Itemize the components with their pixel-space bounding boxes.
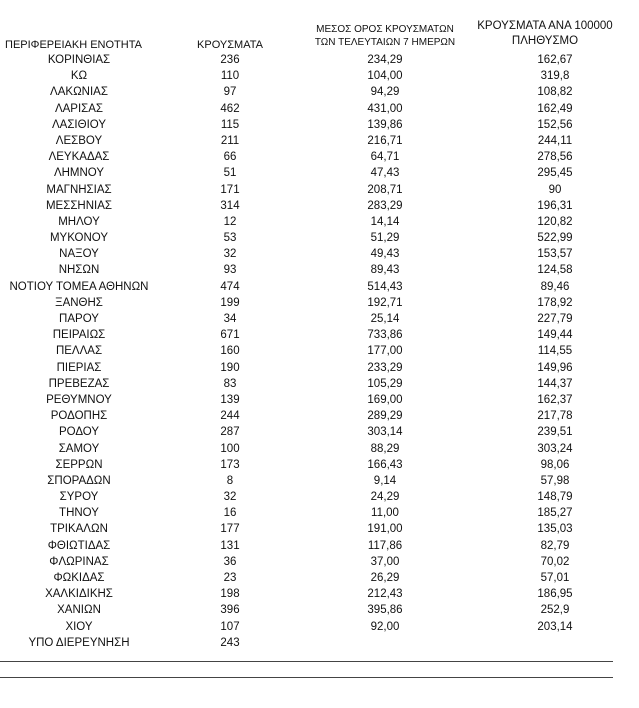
per-capita-cell: 82,79	[540, 539, 570, 552]
table-row	[0, 101, 639, 117]
cases-cell: 462	[220, 102, 240, 115]
table-row	[0, 360, 639, 376]
avg-cell: 94,29	[370, 86, 400, 99]
per-capita-cell: 239,51	[537, 426, 573, 439]
header-per-line2: ΠΛΗΘΥΣΜΟ	[511, 35, 579, 47]
region-cell: ΠΡΕΒΕΖΑΣ	[48, 377, 110, 390]
cases-cell: 396	[220, 604, 240, 617]
table-row	[0, 327, 639, 343]
avg-cell: 169,00	[367, 393, 403, 406]
cases-cell: 8	[226, 474, 234, 487]
per-capita-cell: 217,78	[537, 410, 573, 423]
per-capita-cell: 124,58	[537, 264, 573, 277]
table-row	[0, 117, 639, 133]
region-cell: ΣΕΡΡΩΝ	[55, 458, 103, 471]
region-cell: ΡΕΘΥΜΝΟΥ	[46, 393, 112, 406]
per-capita-cell: 108,82	[537, 86, 573, 99]
avg-cell: 92,00	[370, 620, 400, 633]
header-per-line1: ΚΡΟΥΣΜΑΤΑ ΑΝΑ 100000	[477, 20, 613, 32]
table-row	[0, 376, 639, 392]
header-avg-line2: ΤΩΝ ΤΕΛΕΥΤΑΙΩΝ 7 ΗΜΕΡΩΝ	[314, 37, 456, 48]
cases-cell: 23	[223, 572, 237, 584]
region-cell: ΡΟΔΟΥ	[58, 426, 100, 439]
region-cell: ΦΘΙΩΤΙΔΑΣ	[47, 539, 111, 552]
per-capita-cell: 89,46	[540, 280, 570, 293]
per-capita-cell: 144,37	[537, 377, 573, 390]
table-row	[0, 311, 639, 327]
table-row	[0, 262, 639, 278]
avg-cell: 105,29	[367, 377, 403, 390]
avg-cell: 733,86	[367, 329, 403, 342]
cases-cell: 32	[223, 491, 237, 504]
avg-cell: 117,86	[367, 539, 403, 552]
table-row	[0, 149, 639, 165]
table-row	[0, 538, 639, 554]
per-capita-cell: 149,96	[537, 361, 573, 374]
per-capita-cell: 186,95	[537, 588, 573, 601]
avg-cell: 51,29	[370, 232, 400, 245]
per-capita-cell: 114,55	[537, 345, 573, 358]
cases-cell: 131	[220, 539, 240, 552]
region-cell: ΦΩΚΙΔΑΣ	[53, 572, 105, 584]
header-avg-line1: ΜΕΣΟΣ ΟΡΟΣ ΚΡΟΥΣΜΑΤΩΝ	[316, 24, 454, 35]
region-cell: ΚΟΡΙΝΘΙΑΣ	[47, 54, 111, 66]
avg-cell: 395,86	[367, 604, 403, 617]
table-row	[0, 635, 639, 651]
table-row	[0, 441, 639, 457]
per-capita-cell: 185,27	[537, 507, 573, 520]
header-region: ΠΕΡΙΦΕΡΕΙΑΚΗ ΕΝΟΤΗΤΑ	[5, 39, 142, 51]
region-cell: ΠΕΛΛΑΣ	[55, 345, 103, 358]
region-cell: ΞΑΝΘΗΣ	[55, 296, 103, 309]
avg-cell: 233,29	[367, 361, 403, 374]
per-capita-cell: 153,57	[537, 248, 573, 261]
table-row	[0, 408, 639, 424]
avg-cell: 212,43	[367, 588, 403, 601]
cases-cell: 160	[220, 345, 240, 358]
table-row	[0, 52, 639, 68]
region-cell: ΥΠΟ ΔΙΕΡΕΥΝΗΣΗ	[28, 636, 130, 649]
per-capita-cell: 152,56	[537, 118, 573, 131]
table-row	[0, 473, 639, 489]
region-cell: ΜΥΚΟΝΟΥ	[49, 232, 109, 245]
avg-cell: 47,43	[370, 167, 400, 180]
table-row	[0, 343, 639, 359]
region-cell: ΣΑΜΟΥ	[58, 442, 100, 455]
cases-cell: 100	[220, 442, 240, 455]
region-cell: ΠΑΡΟΥ	[59, 313, 99, 325]
avg-cell: 166,43	[367, 458, 403, 471]
avg-cell: 26,29	[370, 572, 400, 584]
per-capita-cell: 319,8	[540, 70, 570, 83]
region-cell: ΛΑΡΙΣΑΣ	[54, 102, 104, 115]
cases-cell: 83	[223, 377, 237, 390]
table-row	[0, 489, 639, 505]
per-capita-cell: 162,37	[537, 393, 573, 406]
avg-cell: 303,14	[367, 426, 403, 439]
region-cell: ΧΑΝΙΩΝ	[57, 604, 101, 617]
avg-cell: 192,71	[367, 296, 403, 309]
header-per-100000	[460, 19, 630, 49]
cases-cell: 198	[220, 588, 240, 601]
region-cell: ΛΕΣΒΟΥ	[55, 134, 103, 147]
table-row	[0, 295, 639, 311]
avg-cell: 208,71	[367, 183, 403, 196]
region-cell: ΜΗΛΟΥ	[58, 215, 100, 228]
region-cell: ΣΠΟΡΑΔΩΝ	[47, 474, 111, 487]
region-cell: ΠΕΙΡΑΙΩΣ	[52, 329, 106, 342]
cases-cell: 34	[223, 313, 237, 325]
cases-cell: 671	[220, 329, 240, 342]
table-row	[0, 457, 639, 473]
cases-cell: 32	[223, 248, 237, 261]
region-cell: ΦΛΩΡΙΝΑΣ	[49, 555, 109, 568]
table-row	[0, 619, 639, 635]
region-cell: ΛΕΥΚΑΔΑΣ	[48, 151, 110, 164]
avg-cell: 234,29	[367, 54, 403, 66]
header-cases: ΚΡΟΥΣΜΑΤΑ	[197, 39, 263, 51]
cases-cell: 66	[223, 151, 237, 164]
region-cell: ΤΗΝΟΥ	[59, 507, 99, 520]
table-row	[0, 84, 639, 100]
bottom-rule-1	[0, 661, 613, 662]
per-capita-cell: 227,79	[537, 313, 573, 325]
per-capita-cell: 135,03	[537, 523, 573, 536]
avg-cell: 191,00	[367, 523, 403, 536]
per-capita-cell: 162,67	[537, 54, 573, 66]
cases-cell: 16	[223, 507, 237, 520]
per-capita-cell: 278,56	[537, 151, 573, 164]
avg-cell: 24,29	[370, 491, 400, 504]
cases-cell: 12	[223, 215, 237, 228]
per-capita-cell: 162,49	[537, 102, 573, 115]
cases-cell: 115	[220, 118, 240, 131]
region-cell: ΛΑΣΙΘΙΟΥ	[51, 118, 107, 131]
region-cell: ΤΡΙΚΑΛΩΝ	[50, 523, 108, 536]
cases-cell: 107	[220, 620, 240, 633]
region-cell: ΧΑΛΚΙΔΙΚΗΣ	[45, 588, 113, 601]
cases-cell: 243	[220, 636, 240, 649]
region-cell: ΜΑΓΝΗΣΙΑΣ	[46, 183, 112, 196]
bottom-rule-2	[0, 677, 613, 678]
avg-cell: 289,29	[367, 410, 403, 423]
cases-cell: 190	[220, 361, 240, 374]
region-cell: ΝΑΞΟΥ	[59, 248, 99, 261]
data-table-body	[0, 52, 639, 651]
table-row	[0, 165, 639, 181]
avg-cell: 88,29	[370, 442, 400, 455]
table-row	[0, 505, 639, 521]
cases-cell: 51	[223, 167, 237, 180]
table-row	[0, 68, 639, 84]
cases-cell: 474	[220, 280, 240, 293]
per-capita-cell: 120,82	[537, 215, 573, 228]
avg-cell: 177,00	[367, 345, 403, 358]
table-row	[0, 230, 639, 246]
table-row	[0, 214, 639, 230]
per-capita-cell: 98,06	[540, 458, 570, 471]
per-capita-cell: 196,31	[537, 199, 573, 212]
cases-cell: 177	[220, 523, 240, 536]
table-row	[0, 424, 639, 440]
region-cell: ΣΥΡΟΥ	[59, 491, 99, 504]
region-cell: ΡΟΔΟΠΗΣ	[50, 410, 108, 423]
table-row	[0, 246, 639, 262]
cases-cell: 236	[220, 54, 240, 66]
cases-cell: 110	[220, 70, 240, 83]
table-row	[0, 198, 639, 214]
table-row	[0, 392, 639, 408]
avg-cell: 431,00	[367, 102, 403, 115]
avg-cell: 49,43	[370, 248, 400, 261]
table-row	[0, 133, 639, 149]
avg-cell: 104,00	[367, 70, 403, 83]
cases-cell: 287	[220, 426, 240, 439]
avg-cell: 89,43	[370, 264, 400, 277]
per-capita-cell: 178,92	[537, 296, 573, 309]
region-cell: ΛΑΚΩΝΙΑΣ	[50, 86, 108, 99]
avg-cell: 14,14	[370, 215, 400, 228]
per-capita-cell: 70,02	[540, 555, 570, 568]
region-cell: ΝΗΣΩΝ	[58, 264, 100, 277]
cases-cell: 199	[220, 296, 240, 309]
avg-cell: 283,29	[367, 199, 403, 212]
avg-cell: 514,43	[367, 280, 403, 293]
region-cell: ΧΙΟΥ	[65, 620, 93, 633]
table-row	[0, 602, 639, 618]
per-capita-cell: 90	[548, 183, 562, 196]
region-cell: ΛΗΜΝΟΥ	[53, 167, 105, 180]
cases-cell: 314	[220, 199, 240, 212]
avg-cell: 25,14	[370, 313, 400, 325]
per-capita-cell: 244,11	[537, 134, 573, 147]
per-capita-cell: 149,44	[537, 329, 573, 342]
avg-cell: 11,00	[371, 507, 399, 520]
per-capita-cell: 203,14	[537, 620, 573, 633]
per-capita-cell: 303,24	[537, 442, 573, 455]
per-capita-cell: 57,98	[540, 474, 570, 487]
avg-cell: 64,71	[370, 151, 400, 164]
table-row	[0, 554, 639, 570]
region-cell: ΜΕΣΣΗΝΙΑΣ	[45, 199, 113, 212]
cases-cell: 173	[220, 458, 240, 471]
cases-cell: 244	[220, 410, 240, 423]
table-row	[0, 570, 639, 586]
cases-cell: 97	[223, 86, 237, 99]
cases-cell: 171	[220, 183, 240, 196]
region-cell: ΚΩ	[70, 70, 88, 83]
header-avg-7-days	[300, 23, 470, 49]
cases-cell: 36	[223, 555, 237, 568]
cases-cell: 53	[223, 232, 237, 245]
avg-cell: 37,00	[370, 555, 400, 568]
per-capita-cell: 252,9	[540, 604, 570, 617]
cases-cell: 93	[223, 264, 237, 277]
avg-cell: 9,14	[373, 474, 397, 487]
region-cell: ΠΙΕΡΙΑΣ	[56, 361, 102, 374]
cases-cell: 139	[220, 393, 240, 406]
cases-cell: 211	[220, 134, 240, 147]
table-row	[0, 279, 639, 295]
per-capita-cell: 57,01	[540, 572, 570, 584]
avg-cell: 216,71	[367, 134, 403, 147]
avg-cell: 139,86	[367, 118, 403, 131]
per-capita-cell: 295,45	[537, 167, 573, 180]
table-row	[0, 586, 639, 602]
per-capita-cell: 148,79	[537, 491, 573, 504]
table-row	[0, 521, 639, 537]
region-cell: ΝΟΤΙΟΥ ΤΟΜΕΑ ΑΘΗΝΩΝ	[9, 280, 149, 293]
per-capita-cell: 522,99	[537, 232, 573, 245]
table-row	[0, 182, 639, 198]
